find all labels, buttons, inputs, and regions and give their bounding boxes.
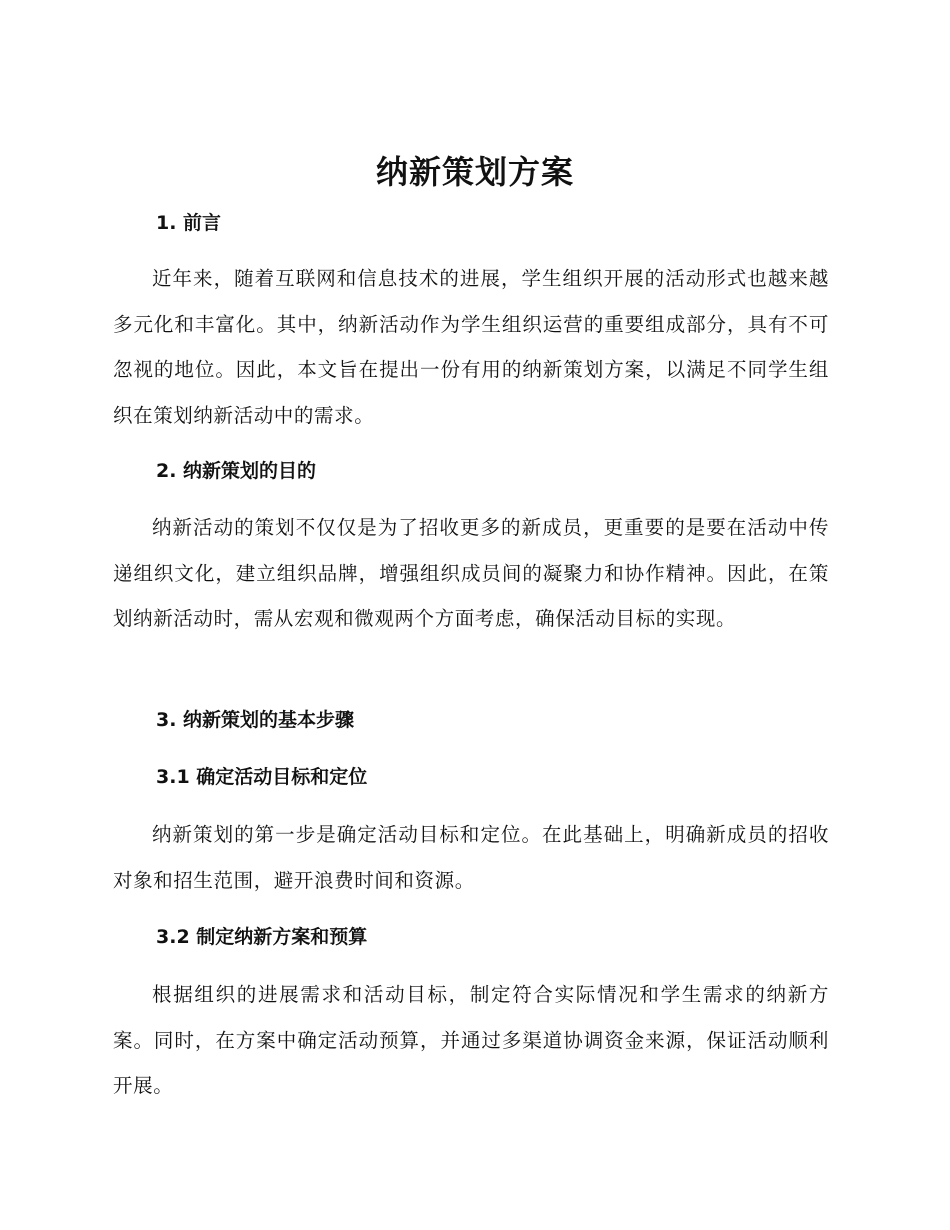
section-heading-steps: 3. 纳新策划的基本步骤 [156, 709, 355, 731]
section-heading-step-3-2: 3.2 制定纳新方案和预算 [156, 926, 368, 948]
document-title: 纳新策划方案 [375, 153, 574, 191]
section-paragraph-purpose: 纳新活动的策划不仅仅是为了招收更多的新成员，更重要的是要在活动中传递组织文化，建立组织品牌，增强组织成员间的凝聚力和协作精神。因此，在策划纳新活动时，需从宏观和微观两个方面考虑，确保活动目标的实现。 [113, 516, 829, 630]
section-heading-step-3-1: 3.1 确定活动目标和定位 [156, 766, 368, 788]
section-heading-preface: 1. 前言 [156, 212, 222, 234]
section-paragraph-step-3-1: 纳新策划的第一步是确定活动目标和定位。在此基础上，明确新成员的招收对象和招生范围，避开浪费时间和资源。 [113, 823, 829, 892]
section-heading-purpose: 2. 纳新策划的目的 [156, 460, 317, 482]
section-paragraph-step-3-2: 根据组织的进展需求和活动目标，制定符合实际情况和学生需求的纳新方案。同时，在方案中确定活动预算，并通过多渠道协调资金来源，保证活动顺利开展。 [113, 983, 829, 1097]
section-paragraph-preface: 近年来，随着互联网和信息技术的进展，学生组织开展的活动形式也越来越多元化和丰富化。其中，纳新活动作为学生组织运营的重要组成部分，具有不可忽视的地位。因此，本文旨在提出一份有用的纳新策划方案，以满足不同学生组织在策划纳新活动中的需求。 [113, 267, 829, 427]
